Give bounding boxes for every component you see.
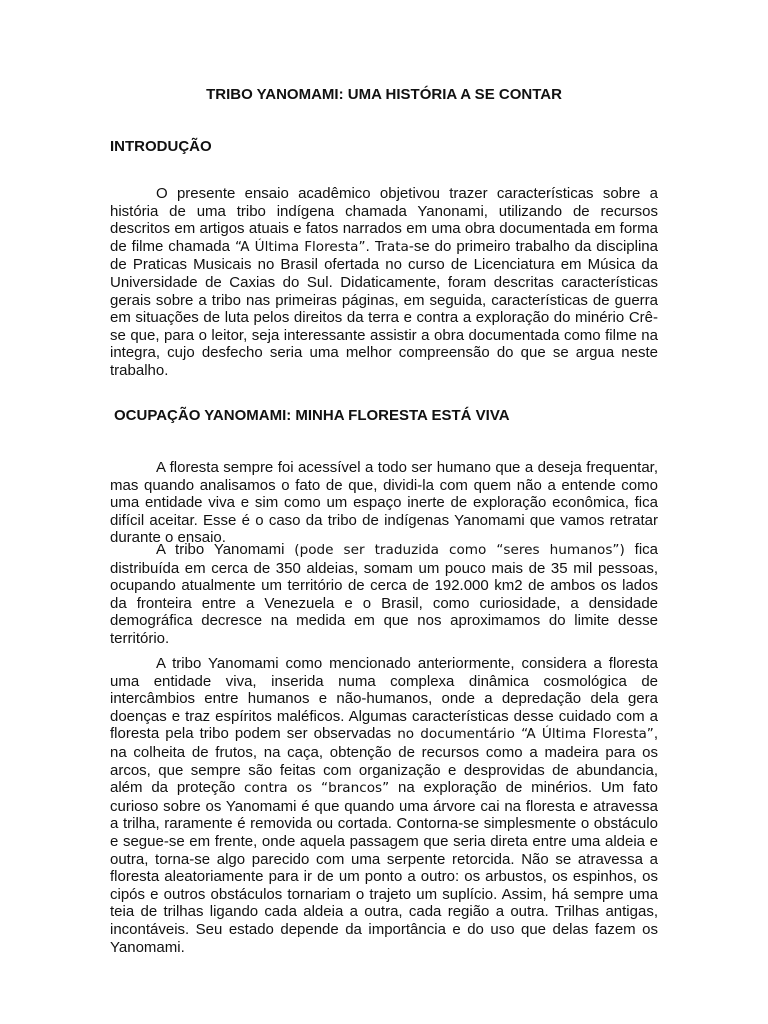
paragraph-tribo-text-2: fica distribuída em cerca de 350 aldeias, somam um pouco mais de 35 mil pessoas, ocupando atualmente um território de cerca de 192.000 km2 de ambos os lados da fronteira entre a Venezuela e o Brasil, como curiosidade, a densidade demográfica decresce na medida em que nos aproximamos do limite desse território. [110, 541, 658, 647]
paragraph-floresta [110, 459, 658, 547]
paragraph-entidade-text-1: A tribo Yanomami como mencionado anteriormente, considera a floresta uma entidade viva, inserida numa complexa dinâmica cosmológica de intercâmbios entre humanos e não-humanos, onde a depredação dela gera doenças e traz espíritos maléficos. Algumas características desse cuidado com a floresta pela tribo podem ser observadas [110, 655, 658, 743]
paragraph-intro-text-2: -se do primeiro trabalho da disciplina de Praticas Musicais no Brasil ofertada no curso de Licenciatura em Música da Universidade de Caxias do Sul. Didaticamente, foram descritas características gerais sobre a tribo nas primeiras páginas, em seguida, características de guerra em situações de luta pelos direitos da terra e contra a exploração do minério Crê-se que, para o leitor, seja interessante assistir a obra documentada como filme na integra, cujo desfecho seria uma melhor compreensão do que se argua neste trabalho. [110, 237, 658, 379]
paragraph-entidade-documentario: no documentário “A Última Floresta” [397, 726, 654, 743]
paragraph-tribo-translation: (pode ser traduzida como “seres humanos”) [294, 542, 625, 558]
paragraph-entidade-viva [110, 655, 658, 956]
section-heading-ocupacao: OCUPAÇÃO YANOMAMI: MINHA FLORESTA ESTÁ VIVA [114, 407, 510, 424]
paragraph-tribo-text-1: A tribo Yanomami [156, 541, 295, 558]
paragraph-tribo [110, 541, 658, 648]
section-heading-introducao: INTRODUÇÃO [110, 138, 212, 155]
page-title: TRIBO YANOMAMI: UMA HISTÓRIA A SE CONTAR [206, 86, 562, 103]
paragraph-intro [110, 185, 658, 380]
paragraph-entidade-text-3: na exploração de minérios. Um fato curioso sobre os Yanomami é que quando uma árvore cai na floresta e atravessa a trilha, raramente é removida ou cortada. Contorna-se simplesmente o obstáculo e segue-se em frente, onde aquela passagem que seria direta entre uma aldeia e outra, torna-se algo parecido com uma serpente retorcida. Não se atravessa a floresta aleatoriamente para ir de um ponto a outro: os arbustos, os espinhos, os cipós e outros obstáculos tornariam o trajeto um suplício. Assim, há sempre uma teia de trilhas ligando cada aldeia a outra, cada região a outra. Trilhas antigas, incontáveis. Seu estado depende da importância e do uso que delas fazem os Yanomami. [110, 779, 659, 956]
paragraph-entidade-text-2: , na colheita de frutos, na caça, obtenção de recursos como a madeira para os arcos, que sempre são feitas com organização e desprovidas de abundancia, além da proteção [110, 725, 658, 797]
paragraph-floresta-text: A floresta sempre foi acessível a todo ser humano que a deseja frequentar, mas quando analisamos o fato de que, dividi-la com quem não a entende como uma entidade viva e sim como um espaço inerte de exploração econômica, fica difícil aceitar. Esse é o caso da tribo de indígenas Yanomami que vamos retratar durante o ensaio. [110, 459, 658, 547]
paragraph-entidade-brancos: contra os “brancos” [244, 780, 390, 797]
paragraph-intro-film-title: “A Última Floresta”. Trata [234, 238, 409, 255]
paragraph-intro-text-1: O presente ensaio acadêmico objetivou trazer características sobre a história de uma tribo indígena chamada Yanonami, utilizando de recursos descritos em artigos atuais e fatos narrados em uma obra documentada em forma de filme chamada [110, 185, 658, 255]
